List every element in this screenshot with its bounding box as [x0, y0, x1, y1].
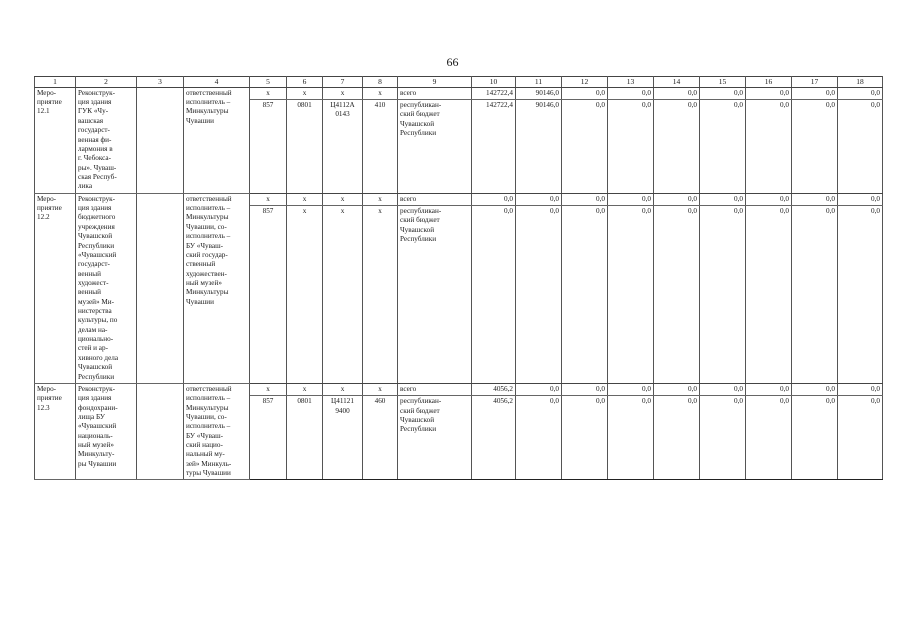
funding-value: 0,0: [792, 100, 838, 194]
funding-value: 0,0: [608, 396, 654, 480]
program-measures-table: [34, 76, 883, 480]
code-expense-type: x: [363, 206, 398, 384]
measure-description: Реконструк- ция здания бюджетного учреждения Чувашской Республики «Чувашский государст- венный художест- венный музей» Ми- нистерства культуры, по делам на- ционально- стей и ар- хивного дела Чувашской Республики: [76, 193, 137, 383]
code-expense-type: x: [363, 383, 398, 395]
funding-value: 0,0: [562, 193, 608, 205]
code-grbs: x: [250, 87, 287, 99]
code-grbs: 857: [250, 206, 287, 384]
funding-value: 0,0: [700, 396, 746, 480]
code-target-article: x: [323, 206, 363, 384]
funding-value: 90146,0: [516, 87, 562, 99]
code-grbs: x: [250, 383, 287, 395]
code-section: x: [287, 193, 323, 205]
funding-value: 0,0: [700, 100, 746, 194]
funding-value: 0,0: [472, 206, 516, 384]
code-grbs: 857: [250, 100, 287, 194]
code-target-article: x: [323, 383, 363, 395]
column-number: 12: [562, 77, 608, 88]
empty-cell: [137, 383, 184, 480]
column-number: 1: [35, 77, 76, 88]
code-target-article: x: [323, 87, 363, 99]
responsible-executor: ответственный исполнитель – Минкультуры Чувашии: [184, 87, 250, 193]
column-number: 8: [363, 77, 398, 88]
funding-value: 142722,4: [472, 100, 516, 194]
funding-value: 0,0: [746, 100, 792, 194]
responsible-executor: ответственный исполнитель – Минкультуры Чувашии, со- исполнитель – БУ «Чуваш- ский государ- ственный художествен- ный музей» Минкультуры Чувашии: [184, 193, 250, 383]
funding-source: республикан- ский бюджет Чувашской Республики: [398, 100, 472, 194]
funding-value: 0,0: [792, 193, 838, 205]
code-expense-type: 460: [363, 396, 398, 480]
code-expense-type: 410: [363, 100, 398, 194]
funding-value: 0,0: [746, 193, 792, 205]
funding-source: всего: [398, 193, 472, 205]
funding-value: 0,0: [838, 87, 883, 99]
column-number-row: [35, 77, 883, 88]
funding-source: республикан- ский бюджет Чувашской Республики: [398, 396, 472, 480]
measure-total-row: [35, 193, 883, 205]
funding-value: 0,0: [562, 206, 608, 384]
code-target-article: Ц4112А 0143: [323, 100, 363, 194]
column-number: 3: [137, 77, 184, 88]
code-grbs: 857: [250, 396, 287, 480]
funding-value: 0,0: [838, 193, 883, 205]
funding-value: 0,0: [654, 206, 700, 384]
funding-value: 0,0: [654, 383, 700, 395]
responsible-executor: ответственный исполнитель – Минкультуры Чувашии, со- исполнитель – БУ «Чуваш- ский нацио- нальный му- зей» Минкуль- туры Чувашии: [184, 383, 250, 480]
code-target-article: Ц41121 9400: [323, 396, 363, 480]
funding-value: 0,0: [792, 396, 838, 480]
code-expense-type: x: [363, 87, 398, 99]
funding-value: 0,0: [700, 87, 746, 99]
funding-value: 0,0: [608, 206, 654, 384]
empty-cell: [137, 193, 184, 383]
funding-value: 0,0: [562, 396, 608, 480]
code-section: x: [287, 87, 323, 99]
funding-value: 0,0: [654, 193, 700, 205]
measure-number: Меро- приятие 12.3: [35, 383, 76, 480]
measure-description: Реконструк- ция здания ГУК «Чу- вашская государст- венная фи- лармония в г. Чебокса- ры». Чуваш- ская Респуб- лика: [76, 87, 137, 193]
column-number: 10: [472, 77, 516, 88]
column-number: 18: [838, 77, 883, 88]
funding-value: 0,0: [516, 206, 562, 384]
page-number: 66: [446, 55, 459, 69]
funding-value: 0,0: [472, 193, 516, 205]
funding-value: 0,0: [838, 396, 883, 480]
funding-value: 0,0: [608, 193, 654, 205]
funding-value: 0,0: [654, 87, 700, 99]
measure-description: Реконструк- ция здания фондохрани- лища БУ «Чувашский националь- ный музей» Минкульту- ры Чувашии: [76, 383, 137, 480]
column-number: 7: [323, 77, 363, 88]
funding-source: всего: [398, 87, 472, 99]
column-number: 4: [184, 77, 250, 88]
funding-value: 0,0: [608, 100, 654, 194]
column-number: 15: [700, 77, 746, 88]
code-grbs: x: [250, 193, 287, 205]
column-number: 11: [516, 77, 562, 88]
funding-value: 0,0: [792, 87, 838, 99]
code-section: x: [287, 206, 323, 384]
funding-value: 0,0: [608, 87, 654, 99]
funding-value: 0,0: [516, 396, 562, 480]
funding-value: 0,0: [562, 383, 608, 395]
measure-total-row: [35, 383, 883, 395]
funding-source: республикан- ский бюджет Чувашской Республики: [398, 206, 472, 384]
funding-value: 0,0: [654, 396, 700, 480]
funding-value: 0,0: [746, 87, 792, 99]
column-number: 17: [792, 77, 838, 88]
code-section: 0801: [287, 100, 323, 194]
funding-value: 0,0: [516, 193, 562, 205]
funding-value: 4056,2: [472, 383, 516, 395]
funding-value: 4056,2: [472, 396, 516, 480]
funding-value: 0,0: [838, 100, 883, 194]
funding-value: 0,0: [700, 206, 746, 384]
funding-value: 0,0: [654, 100, 700, 194]
funding-value: 0,0: [608, 383, 654, 395]
funding-value: 0,0: [516, 383, 562, 395]
column-number: 9: [398, 77, 472, 88]
column-number: 13: [608, 77, 654, 88]
funding-value: 0,0: [746, 383, 792, 395]
funding-value: 0,0: [562, 100, 608, 194]
column-number: 5: [250, 77, 287, 88]
funding-value: 90146,0: [516, 100, 562, 194]
funding-value: 0,0: [838, 383, 883, 395]
funding-value: 142722,4: [472, 87, 516, 99]
funding-value: 0,0: [700, 193, 746, 205]
column-number: 14: [654, 77, 700, 88]
measure-total-row: [35, 87, 883, 99]
funding-value: 0,0: [792, 383, 838, 395]
funding-value: 0,0: [746, 206, 792, 384]
code-expense-type: x: [363, 193, 398, 205]
column-number: 2: [76, 77, 137, 88]
measure-number: Меро- приятие 12.1: [35, 87, 76, 193]
funding-value: 0,0: [746, 396, 792, 480]
code-section: 0801: [287, 396, 323, 480]
column-number: 6: [287, 77, 323, 88]
funding-value: 0,0: [700, 383, 746, 395]
funding-source: всего: [398, 383, 472, 395]
measure-number: Меро- приятие 12.2: [35, 193, 76, 383]
funding-value: 0,0: [792, 206, 838, 384]
empty-cell: [137, 87, 184, 193]
column-number: 16: [746, 77, 792, 88]
funding-value: 0,0: [562, 87, 608, 99]
code-section: x: [287, 383, 323, 395]
code-target-article: x: [323, 193, 363, 205]
funding-value: 0,0: [838, 206, 883, 384]
